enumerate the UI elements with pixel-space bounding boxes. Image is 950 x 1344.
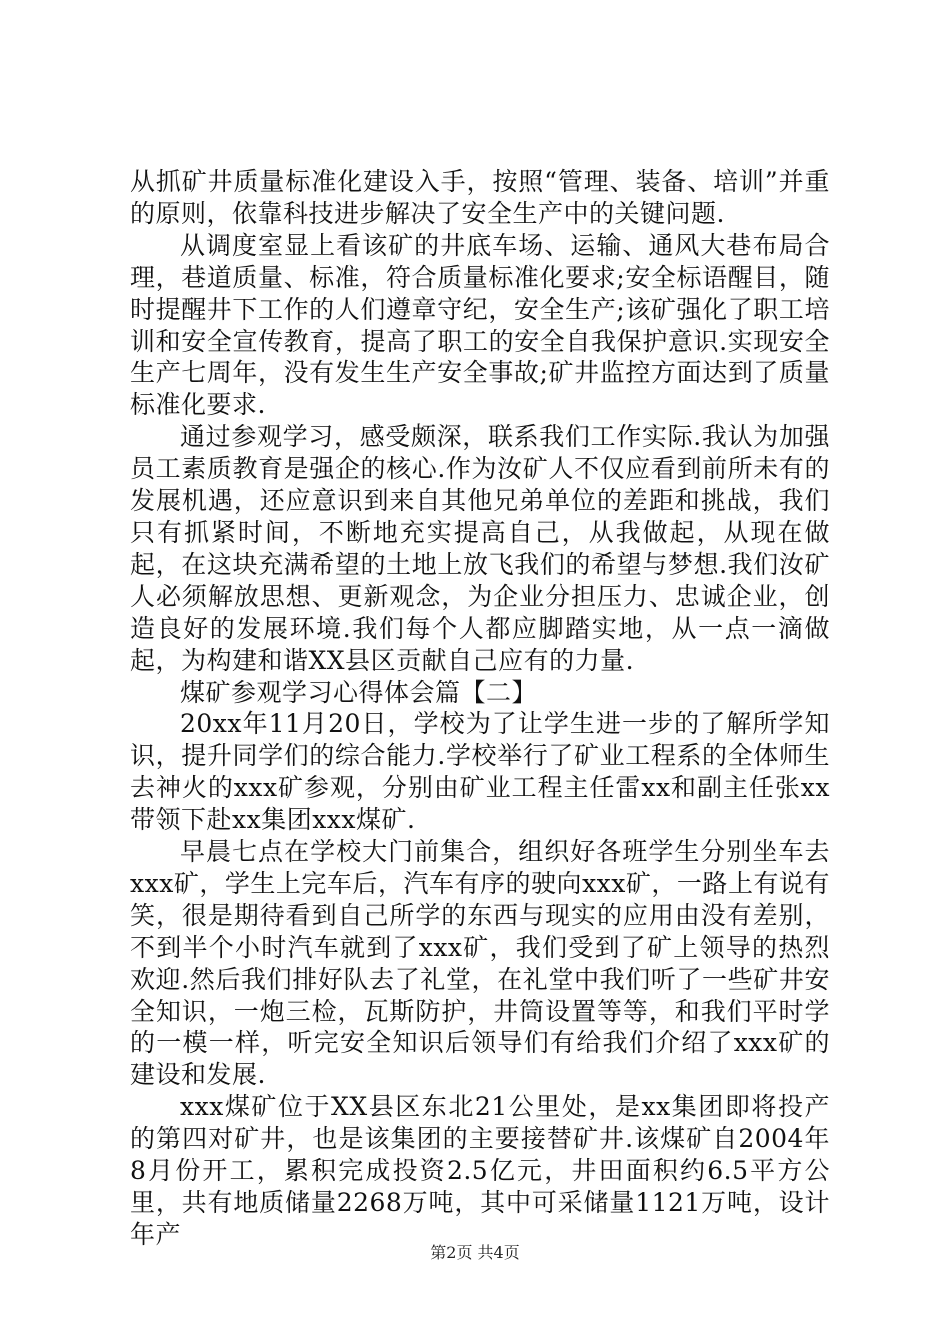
- paragraph-morning-trip: 早晨七点在学校大门前集合，组织好各班学生分别坐车去xxx矿，学生上完车后，汽车有序的驶向xxx矿，一路上有说有笑，很是期待看到自己所学的东西与现实的应用由没有差别，不到半个小时汽车就到了xxx矿，我们受到了矿上领导的热烈欢迎.然后我们排好队去了礼堂，在礼堂中我们听了一些矿井安全知识，一炮三检，瓦斯防护，井筒设置等等，和我们平时学的一模一样，听完安全知识后领导们有给我们介绍了xxx矿的建设和发展.: [130, 837, 830, 1090]
- paragraph-continuation: 从抓矿井质量标准化建设入手，按照“管理、装备、培训”并重的原则，依靠科技进步解决了安全生产中的关键问题.: [130, 167, 830, 228]
- document-body: [130, 166, 830, 1251]
- paragraph-visit-intro: 20xx年11月20日，学校为了让学生进一步的了解所学知识，提升同学们的综合能力.学校举行了矿业工程系的全体师生去神火的xxx矿参观，分别由矿业工程主任雷xx和副主任张xx带领下赴xx集团xxx煤矿.: [130, 709, 830, 835]
- paragraph-dispatch-room: 从调度室显上看该矿的井底车场、运输、通风大巷布局合理，巷道质量、标准，符合质量标准化要求;安全标语醒目，随时提醒井下工作的人们遵章守纪，安全生产;该矿强化了职工培训和安全宣传教育，提高了职工的安全自我保护意识.实现安全生产七周年，没有发生生产安全事故;矿井监控方面达到了质量标准化要求.: [130, 230, 830, 420]
- paragraph-reflection: 通过参观学习，感受颇深，联系我们工作实际.我认为加强员工素质教育是强企的核心.作为汝矿人不仅应看到前所未有的发展机遇，还应意识到来自其他兄弟单位的差距和挑战，我们只有抓紧时间，不断地充实提高自己，从我做起，从现在做起，在这块充满希望的土地上放飞我们的希望与梦想.我们汝矿人必须解放思想、更新观念，为企业分担压力、忠诚企业，创造良好的发展环境.我们每个人都应脚踏实地，从一点一滴做起，为构建和谐XX县区贡献自己应有的力量.: [130, 422, 830, 675]
- paragraph-mine-overview: xxx煤矿位于XX县区东北21公里处，是xx集团即将投产的第四对矿井，也是该集团的主要接替矿井.该煤矿自2004年8月份开工，累积完成投资2.5亿元，井田面积约6.5平方公里，共有地质储量2268万吨，其中可采储量1121万吨，设计年产: [130, 1092, 830, 1249]
- section-heading: 煤矿参观学习心得体会篇【二】: [180, 677, 538, 707]
- page-footer: 第2页 共4页: [430, 1243, 520, 1262]
